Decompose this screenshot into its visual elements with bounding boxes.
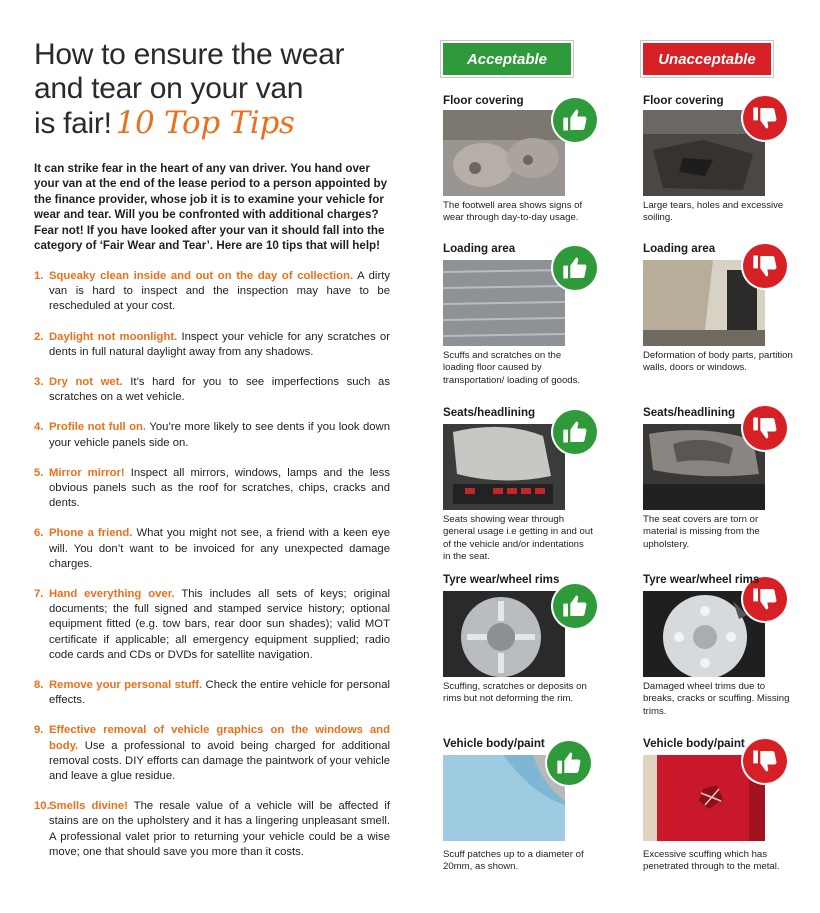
title-line-3: is fair!	[34, 107, 112, 140]
card-caption: Excessive scuffing which has penetrated through to the metal.	[643, 849, 780, 873]
tip-item	[34, 375, 390, 405]
card-caption: Scuff patches up to a diameter of 20mm, as shown.	[443, 849, 584, 873]
card-title: Vehicle body/paint	[643, 737, 745, 750]
tip-number: 2.	[34, 330, 44, 343]
tip-item	[34, 526, 390, 572]
card-caption: The footwell area shows signs of wear through day-to-day usage.	[443, 200, 583, 224]
card-caption: Damaged wheel trims due to breaks, cracks or scuffing. Missing trims.	[643, 681, 790, 717]
tip-item	[34, 269, 390, 315]
title-script: 10 Top Tips	[115, 105, 295, 141]
tip-heading: Remove your personal stuff.	[49, 679, 203, 692]
tip-heading: Squeaky clean inside and out on the day of collection.	[49, 270, 354, 282]
tip-number: 7.	[34, 588, 44, 601]
tip-text: Use a professional to avoid being charged for additional removal costs. DIY efforts can damage the paintwork of your vehicle and leave a glue residue.	[49, 739, 390, 783]
card-title: Tyre wear/wheel rims	[443, 573, 560, 586]
acceptable-badge: Acceptable	[443, 43, 571, 75]
unacceptable-badge: Unacceptable	[643, 43, 771, 75]
card-caption: Large tears, holes and excessive soiling.	[643, 200, 784, 224]
tip-heading: Phone a friend.	[49, 527, 133, 540]
tip-text: This includes all sets of keys; original documents; the full signed and stamped service history; optional equipment fitted (e.g. tow bars, rear door sun shades); valid MOT certificate if applicable; all emergency equipment supplied; radio code cards and CDs or DVDs for satellite navigation.	[49, 588, 390, 661]
card-caption: The seat covers are torn or material is missing from the upholstery.	[643, 514, 760, 550]
tip-item	[34, 330, 390, 360]
tip-heading: Daylight not moonlight.	[49, 330, 178, 343]
title-line-2: and tear on your van	[34, 72, 304, 105]
card-caption: Seats showing wear through general usage i.e getting in and out of the vehicle and/or indentations in the seat.	[443, 514, 593, 563]
tip-heading: Hand everything over.	[49, 588, 175, 601]
tip-text: Inspect all mirrors, windows, lamps and the less obvious panels such as the roof for scratches, chips, cracks and dents.	[49, 466, 390, 510]
card-title: Floor covering	[443, 94, 524, 107]
card-title: Loading area	[443, 242, 516, 255]
card-title: Loading area	[643, 242, 716, 255]
tip-text: Inspect your vehicle for any scratches or dents in full natural daylight away from any shadows.	[49, 330, 390, 358]
card-caption: Scuffing, scratches or deposits on rims but not deforming the rim.	[443, 681, 587, 705]
tip-item	[34, 723, 390, 784]
tip-text: The resale value of a vehicle will be affected if stains are on the upholstery and it has a lingering unpleasant smell. A professional valet prior to returning your vehicle could be a wise move; one that should save you more than it costs.	[49, 800, 391, 858]
thumbs-up-icon	[553, 584, 597, 628]
tip-number: 1.	[34, 270, 44, 282]
tip-number: 4.	[34, 421, 44, 434]
tip-number: 9.	[34, 724, 44, 737]
card-title: Tyre wear/wheel rims	[643, 573, 760, 586]
tips-list	[34, 269, 390, 875]
tip-item	[34, 799, 390, 860]
tip-heading: Smells divine!	[49, 800, 128, 813]
tip-item	[34, 420, 390, 450]
tip-number: 5.	[34, 466, 44, 479]
tip-number: 6.	[34, 527, 44, 540]
tip-number: 3.	[34, 376, 44, 389]
tip-item	[34, 587, 390, 663]
floor-covering-photo	[443, 110, 565, 196]
tip-text: Check the entire vehicle for personal effects.	[49, 679, 391, 707]
tip-item	[34, 466, 390, 512]
intro-paragraph: It can strike fear in the heart of any van driver. You hand over your van at the end of the lease period to a person appointed by the finance provider, whose job it is to examine your vehicle for wear and tear. Will you be confronted with additional charges? Fear not! If you have looked after your van it should fall into the category of ‘Fair Wear and Tear’. Here are 10 tips that will help!	[34, 162, 388, 253]
tip-heading: Mirror mirror!	[49, 466, 125, 479]
tip-text: A dirty van is hard to inspect and the inspection may have to be rescheduled at your cost.	[49, 270, 390, 313]
card-caption: Deformation of body parts, partition walls, doors or windows.	[643, 350, 793, 374]
title-line-1: How to ensure the wear	[34, 38, 345, 71]
tyre-photo	[443, 591, 565, 677]
tip-heading: Profile not full on.	[49, 421, 147, 434]
tip-text: It’s hard for you to see imperfections such as scratches on a wet vehicle.	[49, 376, 390, 404]
tip-number: 10.	[34, 800, 50, 813]
loading-area-photo	[443, 260, 565, 346]
card-title: Floor covering	[643, 94, 724, 107]
card-title: Seats/headlining	[643, 406, 736, 419]
page-title	[34, 38, 414, 141]
tip-item	[34, 678, 390, 708]
tip-heading: Effective removal of vehicle graphics on the windows and body.	[49, 724, 390, 752]
card-title: Seats/headlining	[443, 406, 536, 419]
tip-number: 8.	[34, 679, 44, 692]
tip-text: You’re more likely to see dents if you look down your vehicle panels side on.	[49, 421, 390, 449]
card-caption: Scuffs and scratches on the loading floor caused by transportation/ loading of goods.	[443, 350, 581, 386]
tip-text: What you might not see, a friend with a keen eye will. You don’t want to be invoiced for any unexpected damage charges.	[49, 527, 390, 570]
seats-photo	[443, 424, 565, 510]
card-title: Vehicle body/paint	[443, 737, 545, 750]
tip-heading: Dry not wet.	[49, 376, 123, 389]
